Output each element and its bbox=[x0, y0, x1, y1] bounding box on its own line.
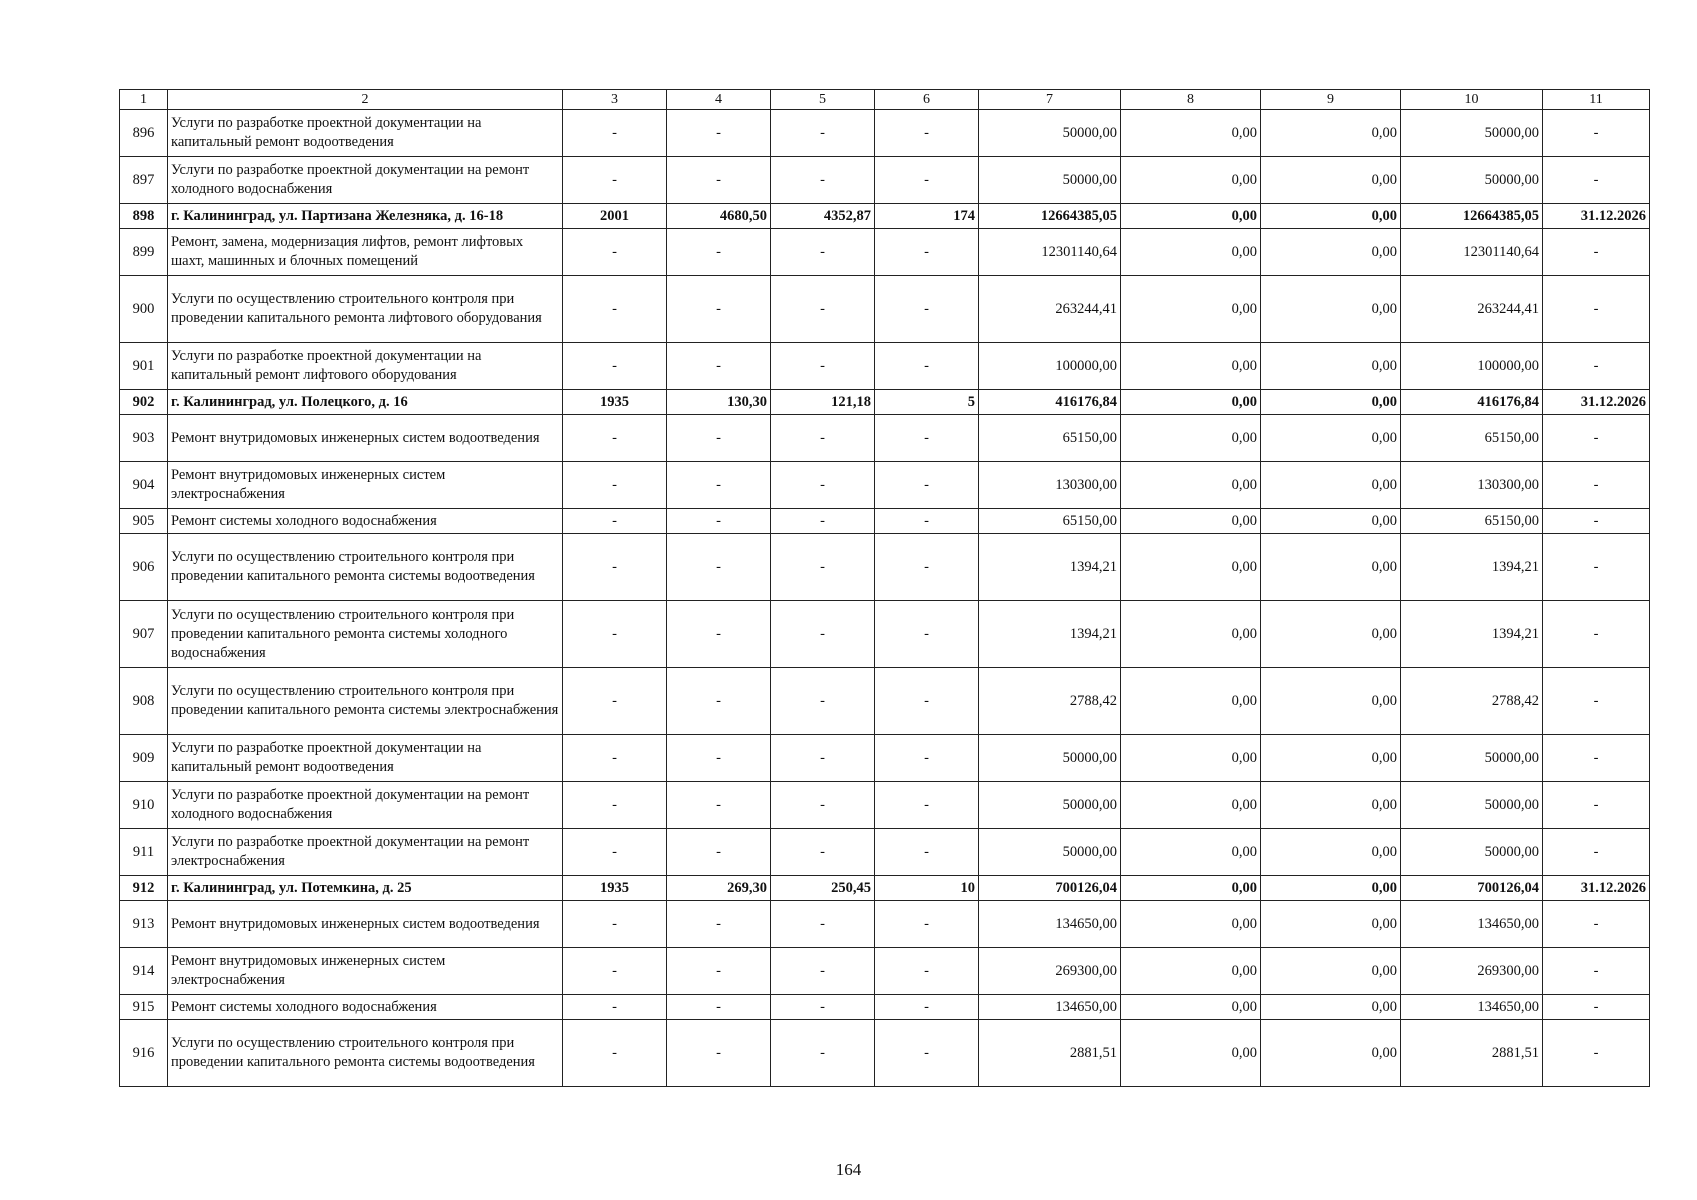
deadline-cell: - bbox=[1543, 276, 1650, 343]
total-area-cell: - bbox=[667, 534, 771, 601]
residents-cell: 10 bbox=[875, 876, 979, 901]
total-cost-cell: 2881,51 bbox=[979, 1020, 1121, 1087]
owner-cost-cell: 269300,00 bbox=[1401, 948, 1543, 995]
table-row bbox=[120, 229, 1650, 276]
living-area-cell: - bbox=[771, 276, 875, 343]
deadline-cell: - bbox=[1543, 343, 1650, 390]
owner-cost-cell: 12301140,64 bbox=[1401, 229, 1543, 276]
row-number-cell: 915 bbox=[120, 995, 168, 1020]
living-area-cell: - bbox=[771, 948, 875, 995]
address-row bbox=[120, 876, 1650, 901]
total-area-cell: - bbox=[667, 276, 771, 343]
residents-cell: - bbox=[875, 901, 979, 948]
deadline-cell: - bbox=[1543, 534, 1650, 601]
total-cost-cell: 50000,00 bbox=[979, 782, 1121, 829]
budget-cost-cell: 0,00 bbox=[1261, 1020, 1401, 1087]
fund-cost-cell: 0,00 bbox=[1121, 1020, 1261, 1087]
table-row bbox=[120, 534, 1650, 601]
owner-cost-cell: 50000,00 bbox=[1401, 829, 1543, 876]
owner-cost-cell: 130300,00 bbox=[1401, 462, 1543, 509]
total-cost-cell: 50000,00 bbox=[979, 157, 1121, 204]
fund-cost-cell: 0,00 bbox=[1121, 390, 1261, 415]
total-area-cell: - bbox=[667, 601, 771, 668]
budget-cost-cell: 0,00 bbox=[1261, 735, 1401, 782]
description-cell: Услуги по разработке проектной документации на капитальный ремонт водоотведения bbox=[168, 110, 563, 157]
year-cell: - bbox=[563, 782, 667, 829]
year-cell: - bbox=[563, 415, 667, 462]
total-area-cell: - bbox=[667, 1020, 771, 1087]
deadline-cell: 31.12.2026 bbox=[1543, 390, 1650, 415]
description-cell: г. Калининград, ул. Партизана Железняка, д. 16-18 bbox=[168, 204, 563, 229]
page-number: 164 bbox=[835, 1160, 862, 1179]
fund-cost-cell: 0,00 bbox=[1121, 204, 1261, 229]
living-area-cell: - bbox=[771, 735, 875, 782]
fund-cost-cell: 0,00 bbox=[1121, 343, 1261, 390]
description-cell: Услуги по разработке проектной документации на капитальный ремонт лифтового оборудования bbox=[168, 343, 563, 390]
table-row bbox=[120, 462, 1650, 509]
budget-cost-cell: 0,00 bbox=[1261, 110, 1401, 157]
living-area-cell: - bbox=[771, 534, 875, 601]
budget-cost-cell: 0,00 bbox=[1261, 229, 1401, 276]
budget-cost-cell: 0,00 bbox=[1261, 276, 1401, 343]
table-row bbox=[120, 829, 1650, 876]
budget-cost-cell: 0,00 bbox=[1261, 204, 1401, 229]
total-cost-cell: 134650,00 bbox=[979, 901, 1121, 948]
total-area-cell: - bbox=[667, 668, 771, 735]
residents-cell: 174 bbox=[875, 204, 979, 229]
row-number-cell: 904 bbox=[120, 462, 168, 509]
deadline-cell: - bbox=[1543, 462, 1650, 509]
description-cell: Услуги по разработке проектной документации на капитальный ремонт водоотведения bbox=[168, 735, 563, 782]
fund-cost-cell: 0,00 bbox=[1121, 876, 1261, 901]
total-cost-cell: 100000,00 bbox=[979, 343, 1121, 390]
total-area-cell: - bbox=[667, 782, 771, 829]
fund-cost-cell: 0,00 bbox=[1121, 415, 1261, 462]
living-area-cell: - bbox=[771, 110, 875, 157]
row-number-cell: 896 bbox=[120, 110, 168, 157]
fund-cost-cell: 0,00 bbox=[1121, 509, 1261, 534]
living-area-cell: - bbox=[771, 157, 875, 204]
total-area-cell: - bbox=[667, 948, 771, 995]
living-area-cell: 121,18 bbox=[771, 390, 875, 415]
fund-cost-cell: 0,00 bbox=[1121, 534, 1261, 601]
budget-cost-cell: 0,00 bbox=[1261, 343, 1401, 390]
description-cell: Услуги по осуществлению строительного контроля при проведении капитального ремонта системы холодного водоснабжения bbox=[168, 601, 563, 668]
total-cost-cell: 1394,21 bbox=[979, 601, 1121, 668]
budget-cost-cell: 0,00 bbox=[1261, 829, 1401, 876]
year-cell: - bbox=[563, 668, 667, 735]
year-cell: - bbox=[563, 509, 667, 534]
row-number-cell: 912 bbox=[120, 876, 168, 901]
description-cell: Услуги по разработке проектной документации на ремонт электроснабжения bbox=[168, 829, 563, 876]
owner-cost-cell: 263244,41 bbox=[1401, 276, 1543, 343]
budget-cost-cell: 0,00 bbox=[1261, 668, 1401, 735]
owner-cost-cell: 50000,00 bbox=[1401, 110, 1543, 157]
living-area-cell: - bbox=[771, 995, 875, 1020]
total-area-cell: - bbox=[667, 509, 771, 534]
total-cost-cell: 50000,00 bbox=[979, 110, 1121, 157]
total-cost-cell: 65150,00 bbox=[979, 415, 1121, 462]
total-cost-cell: 700126,04 bbox=[979, 876, 1121, 901]
year-cell: - bbox=[563, 534, 667, 601]
residents-cell: - bbox=[875, 601, 979, 668]
budget-cost-cell: 0,00 bbox=[1261, 948, 1401, 995]
column-header: 1 bbox=[120, 90, 168, 110]
residents-cell: - bbox=[875, 276, 979, 343]
residents-cell: - bbox=[875, 462, 979, 509]
living-area-cell: 250,45 bbox=[771, 876, 875, 901]
row-number-cell: 898 bbox=[120, 204, 168, 229]
table-row bbox=[120, 995, 1650, 1020]
total-cost-cell: 12301140,64 bbox=[979, 229, 1121, 276]
table-row bbox=[120, 415, 1650, 462]
total-area-cell: 130,30 bbox=[667, 390, 771, 415]
description-cell: г. Калининград, ул. Полецкого, д. 16 bbox=[168, 390, 563, 415]
total-area-cell: 269,30 bbox=[667, 876, 771, 901]
total-area-cell: 4680,50 bbox=[667, 204, 771, 229]
residents-cell: - bbox=[875, 157, 979, 204]
budget-cost-cell: 0,00 bbox=[1261, 995, 1401, 1020]
owner-cost-cell: 1394,21 bbox=[1401, 534, 1543, 601]
deadline-cell: - bbox=[1543, 668, 1650, 735]
fund-cost-cell: 0,00 bbox=[1121, 829, 1261, 876]
fund-cost-cell: 0,00 bbox=[1121, 735, 1261, 782]
owner-cost-cell: 50000,00 bbox=[1401, 157, 1543, 204]
column-header: 7 bbox=[979, 90, 1121, 110]
year-cell: 2001 bbox=[563, 204, 667, 229]
fund-cost-cell: 0,00 bbox=[1121, 668, 1261, 735]
residents-cell: - bbox=[875, 110, 979, 157]
living-area-cell: - bbox=[771, 415, 875, 462]
total-area-cell: - bbox=[667, 343, 771, 390]
repair-schedule-table bbox=[119, 89, 1650, 1087]
table-row bbox=[120, 276, 1650, 343]
owner-cost-cell: 416176,84 bbox=[1401, 390, 1543, 415]
fund-cost-cell: 0,00 bbox=[1121, 601, 1261, 668]
year-cell: - bbox=[563, 735, 667, 782]
year-cell: - bbox=[563, 157, 667, 204]
total-cost-cell: 263244,41 bbox=[979, 276, 1121, 343]
fund-cost-cell: 0,00 bbox=[1121, 110, 1261, 157]
table-row bbox=[120, 509, 1650, 534]
row-number-cell: 902 bbox=[120, 390, 168, 415]
total-cost-cell: 269300,00 bbox=[979, 948, 1121, 995]
column-header: 2 bbox=[168, 90, 563, 110]
description-cell: г. Калининград, ул. Потемкина, д. 25 bbox=[168, 876, 563, 901]
residents-cell: - bbox=[875, 735, 979, 782]
residents-cell: - bbox=[875, 995, 979, 1020]
column-header: 3 bbox=[563, 90, 667, 110]
year-cell: - bbox=[563, 829, 667, 876]
living-area-cell: - bbox=[771, 509, 875, 534]
residents-cell: - bbox=[875, 509, 979, 534]
fund-cost-cell: 0,00 bbox=[1121, 995, 1261, 1020]
deadline-cell: - bbox=[1543, 901, 1650, 948]
deadline-cell: - bbox=[1543, 110, 1650, 157]
column-header: 10 bbox=[1401, 90, 1543, 110]
year-cell: - bbox=[563, 948, 667, 995]
row-number-cell: 903 bbox=[120, 415, 168, 462]
description-cell: Услуги по осуществлению строительного контроля при проведении капитального ремонта системы водоотведения bbox=[168, 534, 563, 601]
table-row bbox=[120, 735, 1650, 782]
description-cell: Ремонт системы холодного водоснабжения bbox=[168, 509, 563, 534]
table-row bbox=[120, 948, 1650, 995]
fund-cost-cell: 0,00 bbox=[1121, 782, 1261, 829]
total-area-cell: - bbox=[667, 995, 771, 1020]
deadline-cell: - bbox=[1543, 948, 1650, 995]
residents-cell: - bbox=[875, 668, 979, 735]
deadline-cell: - bbox=[1543, 829, 1650, 876]
deadline-cell: 31.12.2026 bbox=[1543, 204, 1650, 229]
fund-cost-cell: 0,00 bbox=[1121, 229, 1261, 276]
fund-cost-cell: 0,00 bbox=[1121, 901, 1261, 948]
deadline-cell: - bbox=[1543, 601, 1650, 668]
owner-cost-cell: 65150,00 bbox=[1401, 415, 1543, 462]
living-area-cell: - bbox=[771, 601, 875, 668]
total-cost-cell: 50000,00 bbox=[979, 735, 1121, 782]
total-area-cell: - bbox=[667, 415, 771, 462]
residents-cell: - bbox=[875, 415, 979, 462]
year-cell: 1935 bbox=[563, 390, 667, 415]
fund-cost-cell: 0,00 bbox=[1121, 462, 1261, 509]
description-cell: Ремонт внутридомовых инженерных систем электроснабжения bbox=[168, 948, 563, 995]
deadline-cell: - bbox=[1543, 415, 1650, 462]
table-body bbox=[120, 90, 1650, 1087]
total-cost-cell: 65150,00 bbox=[979, 509, 1121, 534]
description-cell: Ремонт, замена, модернизация лифтов, ремонт лифтовых шахт, машинных и блочных помещений bbox=[168, 229, 563, 276]
description-cell: Услуги по осуществлению строительного контроля при проведении капитального ремонта системы водоотведения bbox=[168, 1020, 563, 1087]
budget-cost-cell: 0,00 bbox=[1261, 901, 1401, 948]
total-cost-cell: 12664385,05 bbox=[979, 204, 1121, 229]
residents-cell: - bbox=[875, 948, 979, 995]
column-header: 5 bbox=[771, 90, 875, 110]
living-area-cell: - bbox=[771, 829, 875, 876]
living-area-cell: - bbox=[771, 343, 875, 390]
table-row bbox=[120, 901, 1650, 948]
deadline-cell: - bbox=[1543, 1020, 1650, 1087]
year-cell: - bbox=[563, 995, 667, 1020]
table-row bbox=[120, 157, 1650, 204]
living-area-cell: - bbox=[771, 782, 875, 829]
owner-cost-cell: 1394,21 bbox=[1401, 601, 1543, 668]
budget-cost-cell: 0,00 bbox=[1261, 415, 1401, 462]
total-cost-cell: 50000,00 bbox=[979, 829, 1121, 876]
owner-cost-cell: 2881,51 bbox=[1401, 1020, 1543, 1087]
residents-cell: - bbox=[875, 829, 979, 876]
year-cell: - bbox=[563, 276, 667, 343]
owner-cost-cell: 2788,42 bbox=[1401, 668, 1543, 735]
living-area-cell: - bbox=[771, 901, 875, 948]
description-cell: Услуги по осуществлению строительного контроля при проведении капитального ремонта системы электроснабжения bbox=[168, 668, 563, 735]
residents-cell: - bbox=[875, 229, 979, 276]
table-row bbox=[120, 601, 1650, 668]
description-cell: Ремонт внутридомовых инженерных систем электроснабжения bbox=[168, 462, 563, 509]
row-number-cell: 916 bbox=[120, 1020, 168, 1087]
budget-cost-cell: 0,00 bbox=[1261, 390, 1401, 415]
owner-cost-cell: 12664385,05 bbox=[1401, 204, 1543, 229]
year-cell: - bbox=[563, 1020, 667, 1087]
description-cell: Услуги по разработке проектной документации на ремонт холодного водоснабжения bbox=[168, 782, 563, 829]
row-number-cell: 910 bbox=[120, 782, 168, 829]
description-cell: Услуги по разработке проектной документации на ремонт холодного водоснабжения bbox=[168, 157, 563, 204]
address-row bbox=[120, 204, 1650, 229]
owner-cost-cell: 65150,00 bbox=[1401, 509, 1543, 534]
residents-cell: 5 bbox=[875, 390, 979, 415]
address-row bbox=[120, 390, 1650, 415]
description-cell: Услуги по осуществлению строительного контроля при проведении капитального ремонта лифтового оборудования bbox=[168, 276, 563, 343]
total-area-cell: - bbox=[667, 157, 771, 204]
row-number-cell: 897 bbox=[120, 157, 168, 204]
table-row bbox=[120, 110, 1650, 157]
budget-cost-cell: 0,00 bbox=[1261, 876, 1401, 901]
fund-cost-cell: 0,00 bbox=[1121, 948, 1261, 995]
column-header: 9 bbox=[1261, 90, 1401, 110]
residents-cell: - bbox=[875, 534, 979, 601]
row-number-cell: 907 bbox=[120, 601, 168, 668]
description-cell: Ремонт внутридомовых инженерных систем водоотведения bbox=[168, 901, 563, 948]
year-cell: - bbox=[563, 601, 667, 668]
column-header: 6 bbox=[875, 90, 979, 110]
description-cell: Ремонт внутридомовых инженерных систем водоотведения bbox=[168, 415, 563, 462]
owner-cost-cell: 700126,04 bbox=[1401, 876, 1543, 901]
residents-cell: - bbox=[875, 343, 979, 390]
owner-cost-cell: 134650,00 bbox=[1401, 995, 1543, 1020]
deadline-cell: - bbox=[1543, 157, 1650, 204]
owner-cost-cell: 50000,00 bbox=[1401, 782, 1543, 829]
total-area-cell: - bbox=[667, 229, 771, 276]
year-cell: - bbox=[563, 901, 667, 948]
total-area-cell: - bbox=[667, 901, 771, 948]
total-area-cell: - bbox=[667, 110, 771, 157]
row-number-cell: 913 bbox=[120, 901, 168, 948]
living-area-cell: - bbox=[771, 229, 875, 276]
year-cell: - bbox=[563, 110, 667, 157]
fund-cost-cell: 0,00 bbox=[1121, 276, 1261, 343]
row-number-cell: 900 bbox=[120, 276, 168, 343]
total-area-cell: - bbox=[667, 735, 771, 782]
owner-cost-cell: 50000,00 bbox=[1401, 735, 1543, 782]
year-cell: - bbox=[563, 462, 667, 509]
deadline-cell: - bbox=[1543, 782, 1650, 829]
total-area-cell: - bbox=[667, 829, 771, 876]
total-cost-cell: 1394,21 bbox=[979, 534, 1121, 601]
living-area-cell: 4352,87 bbox=[771, 204, 875, 229]
total-area-cell: - bbox=[667, 462, 771, 509]
table-row bbox=[120, 1020, 1650, 1087]
deadline-cell: - bbox=[1543, 509, 1650, 534]
residents-cell: - bbox=[875, 782, 979, 829]
living-area-cell: - bbox=[771, 1020, 875, 1087]
budget-cost-cell: 0,00 bbox=[1261, 509, 1401, 534]
column-number-row bbox=[120, 90, 1650, 110]
row-number-cell: 901 bbox=[120, 343, 168, 390]
budget-cost-cell: 0,00 bbox=[1261, 601, 1401, 668]
total-cost-cell: 134650,00 bbox=[979, 995, 1121, 1020]
residents-cell: - bbox=[875, 1020, 979, 1087]
year-cell: 1935 bbox=[563, 876, 667, 901]
column-header: 4 bbox=[667, 90, 771, 110]
deadline-cell: - bbox=[1543, 229, 1650, 276]
description-cell: Ремонт системы холодного водоснабжения bbox=[168, 995, 563, 1020]
fund-cost-cell: 0,00 bbox=[1121, 157, 1261, 204]
owner-cost-cell: 134650,00 bbox=[1401, 901, 1543, 948]
budget-cost-cell: 0,00 bbox=[1261, 534, 1401, 601]
owner-cost-cell: 100000,00 bbox=[1401, 343, 1543, 390]
column-header: 11 bbox=[1543, 90, 1650, 110]
row-number-cell: 911 bbox=[120, 829, 168, 876]
row-number-cell: 909 bbox=[120, 735, 168, 782]
living-area-cell: - bbox=[771, 668, 875, 735]
budget-cost-cell: 0,00 bbox=[1261, 462, 1401, 509]
table-row bbox=[120, 343, 1650, 390]
row-number-cell: 908 bbox=[120, 668, 168, 735]
budget-cost-cell: 0,00 bbox=[1261, 782, 1401, 829]
row-number-cell: 906 bbox=[120, 534, 168, 601]
living-area-cell: - bbox=[771, 462, 875, 509]
table-row bbox=[120, 782, 1650, 829]
total-cost-cell: 2788,42 bbox=[979, 668, 1121, 735]
year-cell: - bbox=[563, 343, 667, 390]
row-number-cell: 914 bbox=[120, 948, 168, 995]
deadline-cell: 31.12.2026 bbox=[1543, 876, 1650, 901]
deadline-cell: - bbox=[1543, 735, 1650, 782]
row-number-cell: 905 bbox=[120, 509, 168, 534]
year-cell: - bbox=[563, 229, 667, 276]
budget-cost-cell: 0,00 bbox=[1261, 157, 1401, 204]
row-number-cell: 899 bbox=[120, 229, 168, 276]
total-cost-cell: 130300,00 bbox=[979, 462, 1121, 509]
column-header: 8 bbox=[1121, 90, 1261, 110]
table-row bbox=[120, 668, 1650, 735]
total-cost-cell: 416176,84 bbox=[979, 390, 1121, 415]
deadline-cell: - bbox=[1543, 995, 1650, 1020]
